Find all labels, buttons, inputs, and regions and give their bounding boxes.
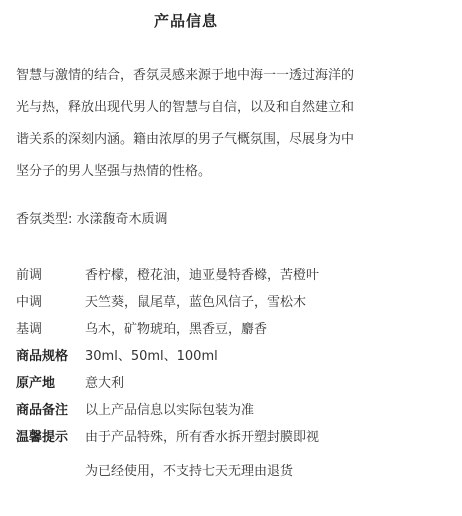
spec-value: 乌木，矿物琥珀，黑香豆，麝香 — [85, 322, 268, 337]
spec-label: 商品规格 — [16, 349, 69, 364]
spec-value: 由于产品特殊，所有香水拆开塑封膜即视 — [85, 430, 320, 445]
spec-row-origin — [16, 370, 456, 397]
spec-label: 前调 — [16, 268, 43, 283]
page-title: 产品信息 — [153, 12, 218, 30]
spec-value: 意大利 — [85, 376, 125, 391]
spec-row-base-notes — [16, 316, 456, 343]
spec-value: 以上产品信息以实际包装为准 — [85, 403, 255, 418]
spec-value: 香柠檬，橙花油，迪亚曼特香橼，苦橙叶 — [85, 268, 320, 283]
spec-row-remark — [16, 397, 456, 424]
spec-list — [16, 262, 456, 487]
spec-value: 天竺葵，鼠尾草，蓝色风信子，雪松木 — [85, 295, 307, 310]
scent-type: 香氛类型: 水漾馥奇木质调 — [16, 212, 168, 227]
spec-row-notice — [16, 424, 456, 451]
spec-label: 温馨提示 — [16, 430, 69, 445]
spec-row-notice-continued — [16, 457, 456, 487]
spec-value: 为已经使用，不支持七天无理由退货 — [85, 464, 294, 479]
product-description: 智慧与激情的结合，香氛灵感来源于地中海一一透过海洋的光与热，释放出现代男人的智慧与自信，以及和自然建立和谐关系的深刻内涵。籍由浓厚的男子气概氛围，尽展身为中坚分子的男人坚强与热情的性格。 — [16, 68, 355, 179]
spec-value: 30ml、50ml、100ml — [85, 349, 218, 364]
spec-label: 商品备注 — [16, 403, 69, 418]
spec-row-middle-notes — [16, 289, 456, 316]
spec-row-size — [16, 343, 456, 370]
spec-label: 原产地 — [16, 376, 56, 391]
spec-label: 中调 — [16, 295, 43, 310]
spec-row-top-notes — [16, 262, 456, 289]
spec-label: 基调 — [16, 322, 43, 337]
